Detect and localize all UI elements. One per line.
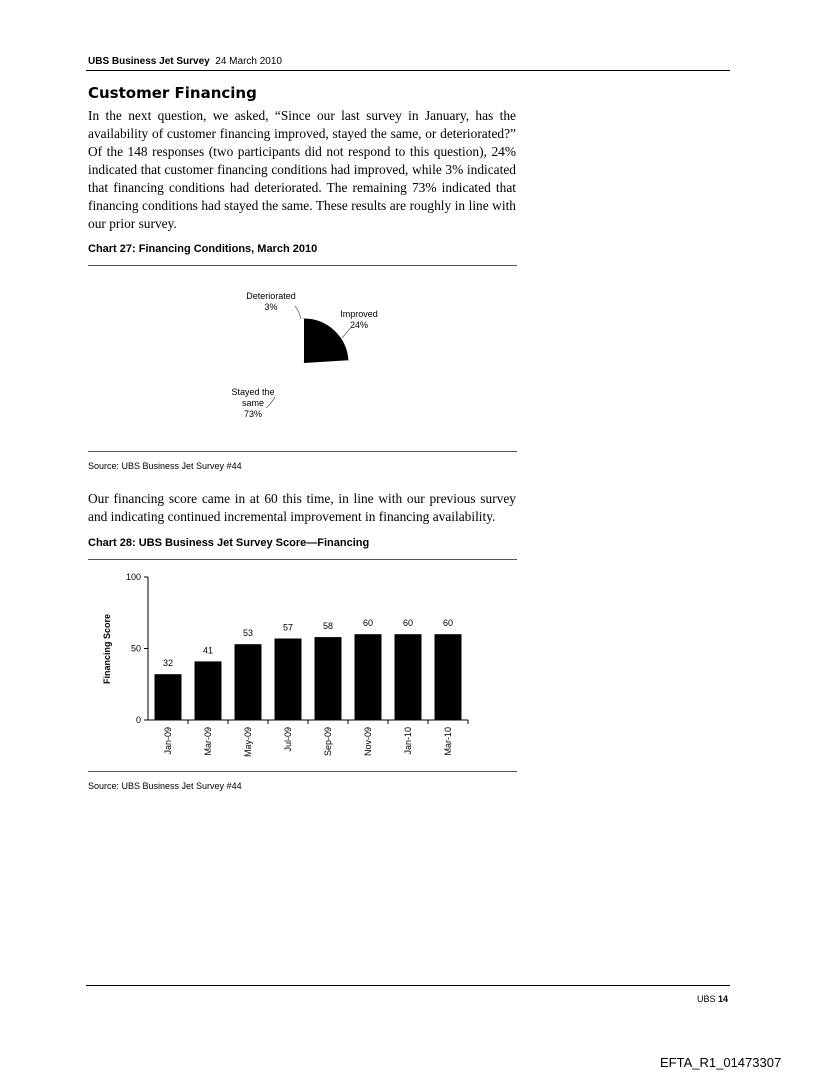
pie-slice-improved [304,319,348,363]
pie-label-stayed-same: Stayed the same 73% [231,387,275,419]
score-paragraph: Our financing score came in at 60 this time, in line with our previous survey and indicating continued incremental improvement in financing availability. [88,491,516,524]
y-tick-label: 50 [130,643,141,654]
chart27-bottom-rule [88,451,517,452]
bar-value-label: 57 [282,622,294,633]
page-header [88,56,282,67]
bar-value-label: 60 [362,618,374,629]
chart28-source: Source: UBS Business Jet Survey #44 [88,781,242,791]
bar [355,634,382,720]
page-footer [697,994,728,1004]
pie-label-deteriorated: Deteriorated 3% [246,291,296,312]
x-tick-label: Jan-09 [163,727,173,755]
y-axis-title: Financing Score [102,613,112,685]
bar [315,637,342,720]
chart28-top-rule [88,559,517,560]
chart27-title: Chart 27: Financing Conditions, March 2010 [88,243,318,255]
bar-value-label: 60 [402,618,414,629]
chart27-top-rule [88,265,517,266]
document-id: EFTA_R1_01473307 [660,1055,782,1070]
y-tick-label: 0 [135,715,141,725]
bar-value-label: 60 [442,618,454,629]
x-tick-label: Jan-10 [403,727,413,755]
footer-org: UBS [697,994,716,1004]
x-tick-label: Mar-10 [443,727,453,756]
bars-group [126,572,468,757]
bar [275,639,302,721]
x-tick-label: May-09 [243,727,253,758]
bar-value-label: 41 [202,645,214,656]
bar-chart [88,565,518,765]
bar [155,674,182,720]
header-rule [86,70,730,71]
leader-line-deteriorated [295,306,301,319]
x-tick-label: Sep-09 [323,727,333,757]
section-title: Customer Financing [88,84,257,102]
page-number: 14 [718,994,729,1004]
pie-chart [200,275,420,445]
leader-line-stayed-same [266,397,275,408]
chart28-title: Chart 28: UBS Business Jet Survey Score—Financing [88,537,370,549]
x-tick-label: Nov-09 [363,727,373,757]
intro-paragraph: In the next question, we asked, “Since our last survey in January, has the availability of customer financing improved, stayed the same, or deteriorated?” Of the 148 responses (two participants did not respond to this question), 24% indicated that customer financing conditions had improved, while 3% indicated that financing conditions had deteriorated. The remaining 73% indicated that financing conditions had stayed the same. These results are roughly in line with our prior survey. [88,108,516,231]
chart28-bottom-rule [88,771,517,772]
x-tick-label: Mar-09 [203,727,213,756]
pie-label-improved: Improved 24% [340,309,378,330]
bar-value-label: 58 [322,621,334,632]
bar [435,634,462,720]
footer-rule [86,985,730,986]
bar [235,644,262,720]
chart27-source: Source: UBS Business Jet Survey #44 [88,461,242,471]
header-date: 24 March 2010 [215,56,282,67]
leader-line-improved [342,325,353,338]
bar [395,634,422,720]
header-title: UBS Business Jet Survey [88,56,210,67]
bar-value-label: 32 [162,658,174,669]
bar [195,661,222,720]
bar-value-label: 53 [242,628,254,639]
y-tick-label: 100 [125,572,141,582]
x-tick-label: Jul-09 [283,727,293,752]
